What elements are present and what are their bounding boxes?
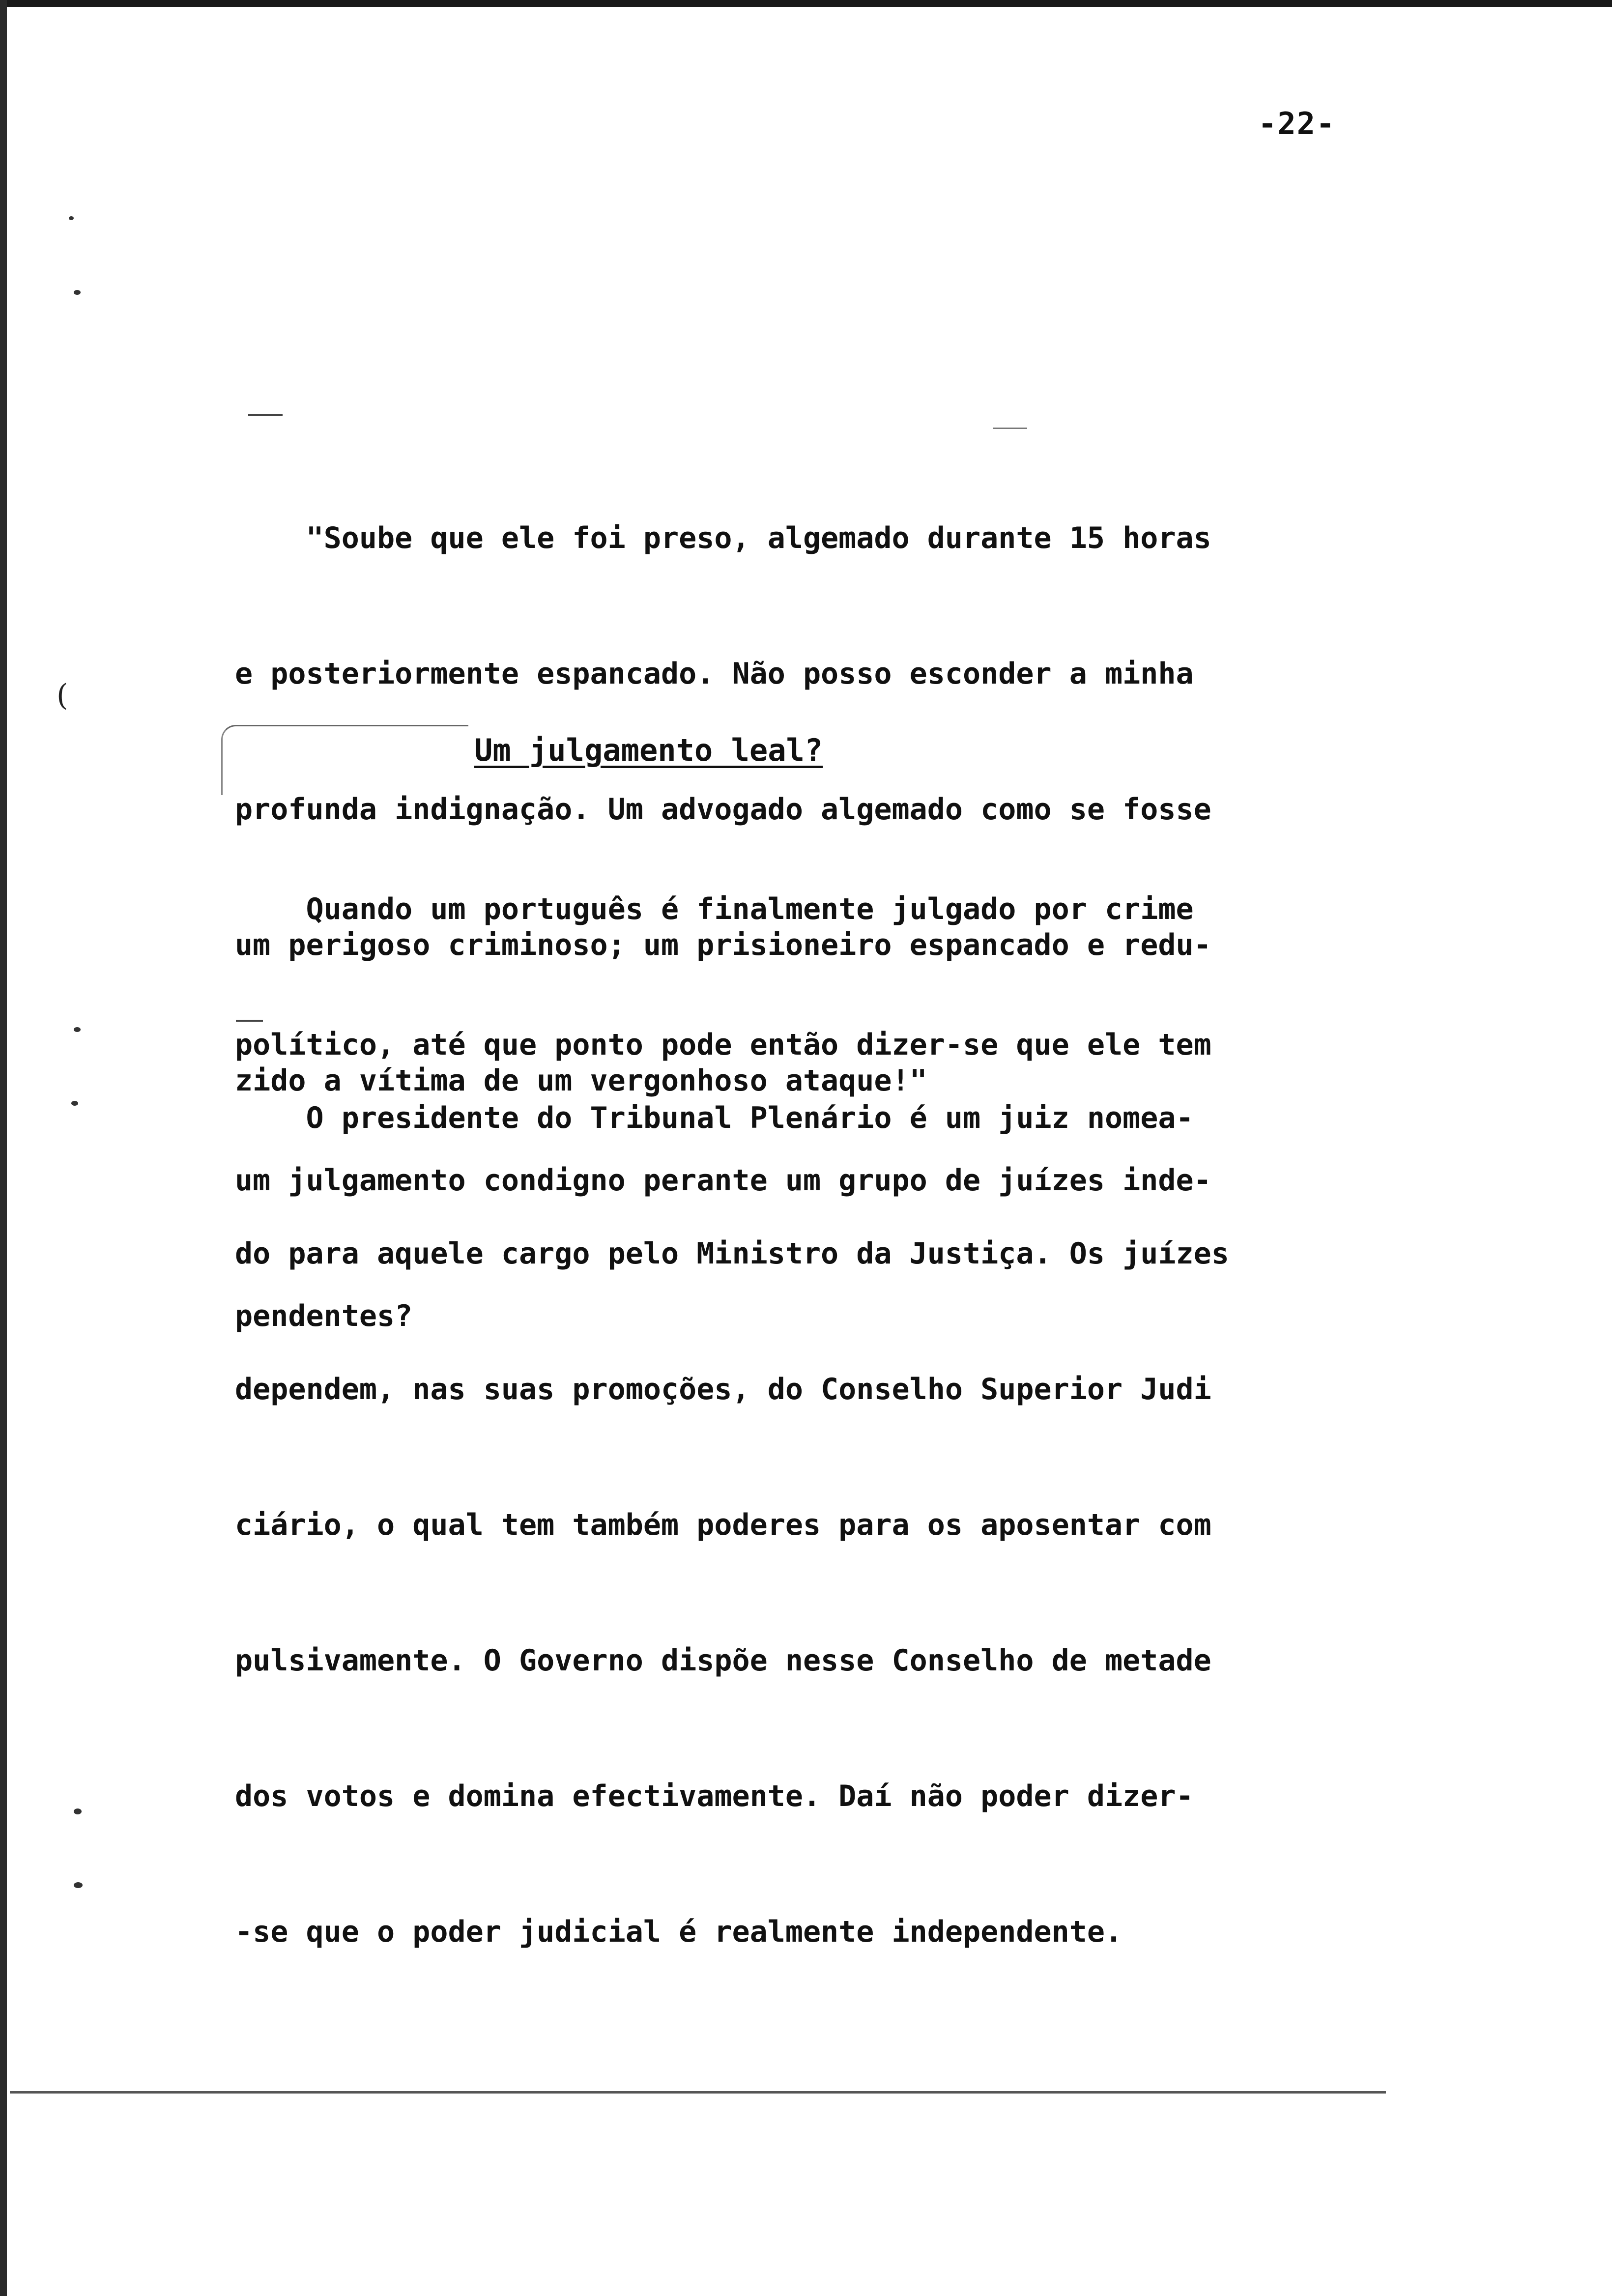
- margin-speck: [74, 1808, 82, 1814]
- page-border-top: [0, 0, 1612, 7]
- quote-line: e posteriormente espancado. Não posso esconder a minha: [235, 657, 1194, 691]
- paragraph-line: dos votos e domina efectivamente. Daí não poder dizer-: [235, 1779, 1194, 1813]
- paragraph-line: ciário, o qual tem também poderes para os aposentar com: [235, 1508, 1211, 1542]
- paragraph-tribunal: [235, 1005, 1365, 2000]
- heading-pencil-mark: [221, 725, 468, 795]
- paragraph-line: dependem, nas suas promoções, do Conselho Superior Judi: [235, 1372, 1211, 1406]
- margin-speck: [74, 1027, 81, 1032]
- quote-line: profunda indignação. Um advogado algemado como se fosse: [235, 792, 1211, 827]
- stray-dash-mark: [248, 414, 283, 416]
- margin-speck: [74, 1882, 83, 1888]
- paragraph-line: O presidente do Tribunal Plenário é um juiz nomea-: [235, 1101, 1194, 1135]
- paragraph-line: pulsivamente. O Governo dispõe nesse Conselho de metade: [235, 1643, 1211, 1678]
- paragraph-line: político, até que ponto pode então dizer-se que ele tem: [235, 1028, 1211, 1062]
- quote-line: "Soube que ele foi preso, algemado durante 15 horas: [235, 521, 1211, 555]
- margin-speck: [71, 1101, 78, 1106]
- paragraph-line: um julgamento condigno perante um grupo de juízes inde-: [235, 1163, 1211, 1198]
- page-border-left: [0, 0, 7, 2296]
- section-heading: Um julgamento leal?: [474, 732, 823, 768]
- margin-paren-mark: (: [57, 678, 68, 713]
- paragraph-line: -se que o poder judicial é realmente independente.: [235, 1915, 1123, 1949]
- paragraph-line: Quando um português é finalmente julgado por crime: [235, 892, 1194, 926]
- page-number: -22-: [1258, 106, 1336, 142]
- quote-line: um perigoso criminoso; um prisioneiro espancado e redu-: [235, 928, 1211, 962]
- paragraph-line: pendentes?: [235, 1299, 413, 1333]
- margin-speck: [69, 216, 74, 220]
- bottom-rule: [10, 2091, 1386, 2094]
- quote-line: zido a vítima de um vergonhoso ataque!": [235, 1063, 927, 1098]
- margin-speck: [74, 290, 81, 295]
- paragraph-line: do para aquele cargo pelo Ministro da Justiça. Os juízes: [235, 1236, 1229, 1271]
